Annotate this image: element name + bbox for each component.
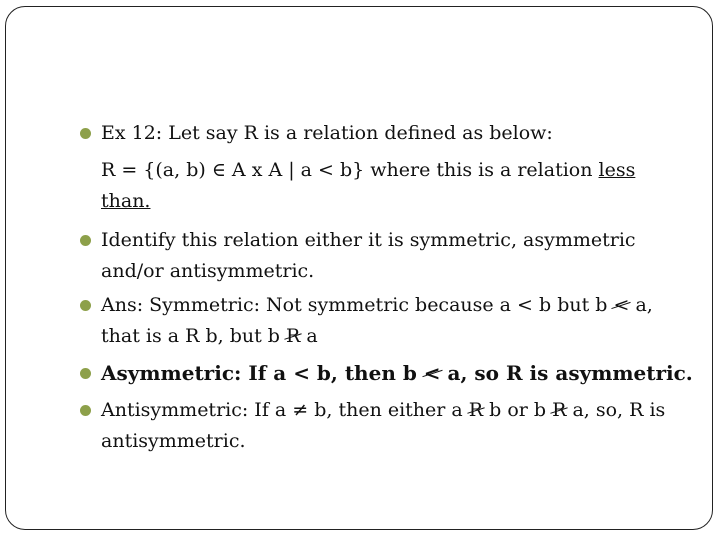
bullet-5-line-1 xyxy=(101,398,665,422)
negated-relation: R xyxy=(468,399,484,421)
bullet-2-line-2 xyxy=(101,259,314,283)
antisymmetric-text-tail: a, so, R is xyxy=(566,399,666,421)
bullet-marker xyxy=(80,128,91,139)
relation-definition: R = {(a, b) ∈ A x A | a < b} where this is a relation xyxy=(101,159,599,181)
bullet-2-line-1 xyxy=(101,228,636,252)
negated-relation: R xyxy=(552,399,567,421)
answer-text-continued: that is a R b, but b xyxy=(101,325,286,347)
antisymmetric-text: Antisymmetric: If a ≠ b, then either a xyxy=(101,399,469,421)
bullet-5-line-2 xyxy=(101,429,246,453)
bullet-marker xyxy=(80,235,91,246)
antisymmetric-text-mid: b or b xyxy=(483,399,553,421)
question-text-continued: and/or antisymmetric. xyxy=(101,260,315,282)
example-statement: Ex 12: Let say R is a relation defined as below: xyxy=(101,122,553,144)
asymmetric-conclusion: Asymmetric: If a < b, then b xyxy=(101,361,424,385)
asymmetric-conclusion-tail: a, so R is asymmetric. xyxy=(440,361,693,385)
bullet-3-line-1 xyxy=(101,293,653,317)
answer-text-end: a xyxy=(300,325,318,347)
bullet-3-line-2 xyxy=(101,324,318,348)
bullet-1-line-3 xyxy=(101,189,150,213)
answer-text-tail: a, xyxy=(629,294,653,316)
bullet-1-line-2 xyxy=(101,158,635,182)
negated-less-than: < xyxy=(423,361,441,385)
antisymmetric-text-end: antisymmetric. xyxy=(101,430,246,452)
underlined-term-continued: than. xyxy=(101,190,151,212)
negated-less-than: < xyxy=(613,294,630,316)
negated-relation: R xyxy=(285,325,301,347)
answer-text: Ans: Symmetric: Not symmetric because a < b but b xyxy=(101,294,614,316)
bullet-4-line-1 xyxy=(101,361,693,385)
bullet-marker xyxy=(80,405,91,416)
question-text: Identify this relation either it is symmetric, asymmetric xyxy=(101,229,636,251)
bullet-1-line-1 xyxy=(101,121,553,145)
bullet-marker xyxy=(80,300,91,311)
bullet-marker xyxy=(80,368,91,379)
underlined-term: less xyxy=(598,159,636,181)
